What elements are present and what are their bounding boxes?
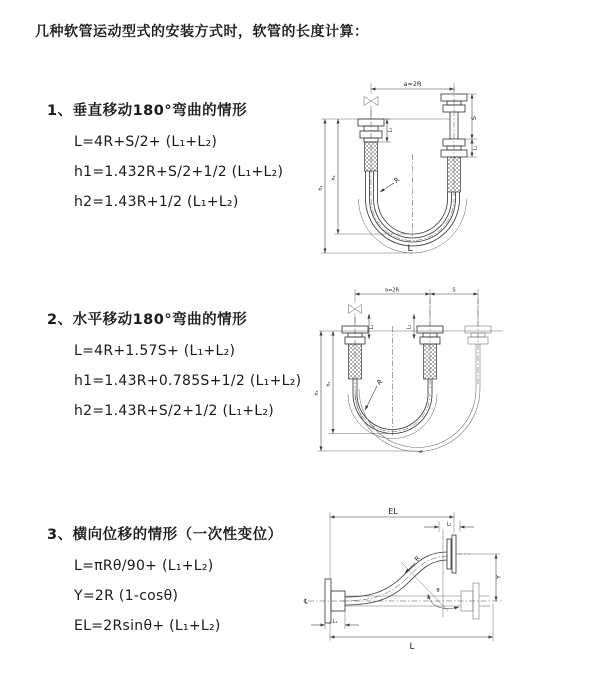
dim-el-label: EL (388, 507, 398, 516)
dim-l-label: L (409, 642, 415, 651)
dimension-l2 (424, 521, 474, 532)
dim-h1-label: h₁ (318, 185, 324, 191)
formula-el: EL=2Rsinθ+ (L₁+L₂) (74, 618, 221, 634)
dim-l2-label: L₂ (472, 145, 479, 151)
dimension-s (430, 288, 478, 295)
hose-u-bend-phantom (355, 344, 480, 453)
radius-callout (380, 176, 401, 192)
diagram-horizontal-bend (303, 284, 525, 461)
dim-l1-label: L₁ (369, 324, 375, 330)
centerlines (355, 298, 478, 436)
formula-h2: h2=1.43R+S/2+1/2 (L₁+L₂) (74, 403, 275, 419)
dim-s-label: S (470, 115, 478, 121)
dim-l1-label: L₁ (332, 619, 338, 625)
dimension-l1 (311, 611, 359, 629)
dim-s-label: S (452, 287, 456, 294)
formula-h1: h1=1.432R+S/2+1/2 (L₁+L₂) (74, 164, 284, 180)
dimension-a2r (371, 80, 454, 94)
dim-h1-label: h₁ (314, 390, 320, 396)
page-title: 几种软管运动型式的安装方式时，软管的长度计算： (35, 24, 369, 40)
formula-length: L=πRθ/90+ (L₁+L₂) (74, 558, 214, 574)
dimension-el (330, 507, 454, 579)
dimension-h2 (331, 119, 412, 234)
angle-theta (401, 529, 459, 617)
radius-callout (405, 554, 422, 573)
dim-y-label: Y (494, 575, 503, 579)
centerlines (371, 87, 454, 240)
radius-label: R (392, 175, 402, 185)
section-1-heading: 1、垂直移动180°弯曲的情形 (47, 103, 248, 119)
braided-hose-left (365, 142, 378, 171)
formula-h2: h2=1.43R+1/2 (L₁+L₂) (74, 194, 239, 210)
dim-h2-label: h₂ (331, 175, 337, 181)
section-horizontal-bend (47, 308, 317, 434)
diagram-vertical-bend (303, 74, 515, 266)
diagram-lateral-displacement (298, 499, 530, 651)
dimension-l1 (369, 314, 375, 339)
dimension-l1 (378, 119, 394, 142)
dim-l2-label: L₂ (406, 324, 413, 330)
formula-y: Y=2R (1-cosθ) (74, 588, 179, 604)
valve-icon (349, 305, 362, 327)
formula-length: L=4R+1.57S+ (L₁+L₂) (74, 343, 236, 359)
length-label: L (407, 244, 413, 254)
dimension-l2 (407, 314, 415, 339)
section-2-heading: 2、水平移动180°弯曲的情形 (47, 312, 248, 328)
dim-h2-label: h₂ (326, 381, 332, 387)
braided-hose-left (349, 344, 362, 379)
braided-hose-middle (424, 344, 437, 379)
valve-icon (364, 97, 378, 120)
dim-a2r-label: a=2R (403, 80, 422, 88)
dimension-l2 (472, 139, 479, 157)
dimension-a2r (355, 288, 478, 325)
dim-a2r-label: a=2R (385, 287, 399, 294)
formula-h1: h1=1.43R+0.785S+1/2 (L₁+L₂) (74, 373, 302, 389)
braided-hose-right (448, 157, 461, 192)
section-3-heading: 3、横向位移的情形（一次性变位） (47, 527, 283, 543)
formula-length: L=4R+S/2+ (L₁+L₂) (74, 134, 218, 150)
hose-s-curve (340, 552, 450, 605)
dimension-h1 (314, 331, 417, 451)
radius-callout (365, 378, 384, 410)
centerline-mark: ℄ (303, 597, 309, 606)
angle-theta-label: θ (436, 588, 440, 594)
radius-label: R (412, 554, 422, 564)
section-vertical-bend (47, 99, 317, 225)
radius-label: R (375, 377, 385, 387)
dimension-y (458, 554, 503, 601)
dim-l1-label: L₁ (387, 127, 394, 133)
dim-l2-label: L₂ (446, 521, 452, 528)
section-lateral-displacement (47, 523, 317, 649)
